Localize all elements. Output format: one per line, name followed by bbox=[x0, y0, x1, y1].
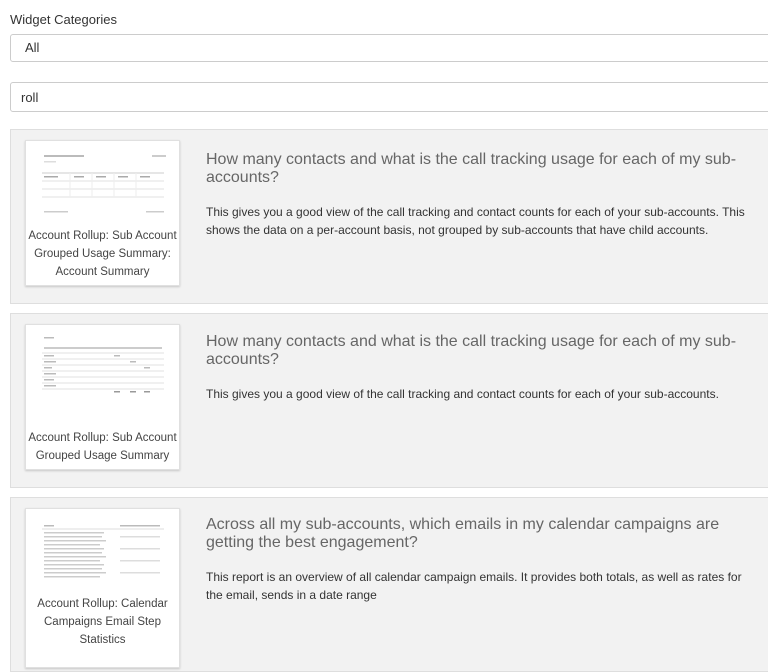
widget-thumbnail[interactable] bbox=[25, 324, 180, 470]
widget-thumbnail-caption: Account Rollup: Sub Account Grouped Usage Summary bbox=[28, 432, 177, 462]
widget-title[interactable]: Across all my sub-accounts, which emails in my calendar campaigns are getting the best engagement? bbox=[206, 516, 720, 551]
category-select[interactable]: All bbox=[10, 34, 768, 62]
widget-title[interactable]: How many contacts and what is the call tracking usage for each of my sub-accounts? bbox=[206, 151, 737, 186]
report-preview-image bbox=[34, 149, 172, 219]
widget-description: This report is an overview of all calendar campaign emails. It provides both totals, as well as rates for the email, sends in a date range bbox=[206, 570, 742, 602]
widget-thumbnail[interactable] bbox=[25, 140, 180, 286]
report-preview-image bbox=[34, 333, 172, 403]
widget-thumbnail[interactable] bbox=[25, 508, 180, 668]
widget-search-input[interactable] bbox=[10, 82, 768, 112]
widget-thumbnail-caption: Account Rollup: Calendar Campaigns Email Step Statistics bbox=[37, 598, 168, 646]
widget-title[interactable]: How many contacts and what is the call tracking usage for each of my sub-accounts? bbox=[206, 333, 737, 368]
widget-card[interactable] bbox=[10, 129, 768, 304]
widget-thumbnail-caption: Account Rollup: Sub Account Grouped Usage Summary: Account Summary bbox=[28, 230, 177, 278]
widget-card[interactable] bbox=[10, 497, 768, 672]
widget-description: This gives you a good view of the call tracking and contact counts for each of your sub-accounts. This shows the data on a per-account basis, not grouped by sub-accounts that have child accounts. bbox=[206, 205, 745, 237]
widget-card[interactable] bbox=[10, 313, 768, 488]
report-preview-image bbox=[34, 517, 172, 587]
widget-description: This gives you a good view of the call tracking and contact counts for each of your sub-accounts. bbox=[206, 387, 719, 401]
widget-categories-label: Widget Categories bbox=[10, 12, 117, 27]
